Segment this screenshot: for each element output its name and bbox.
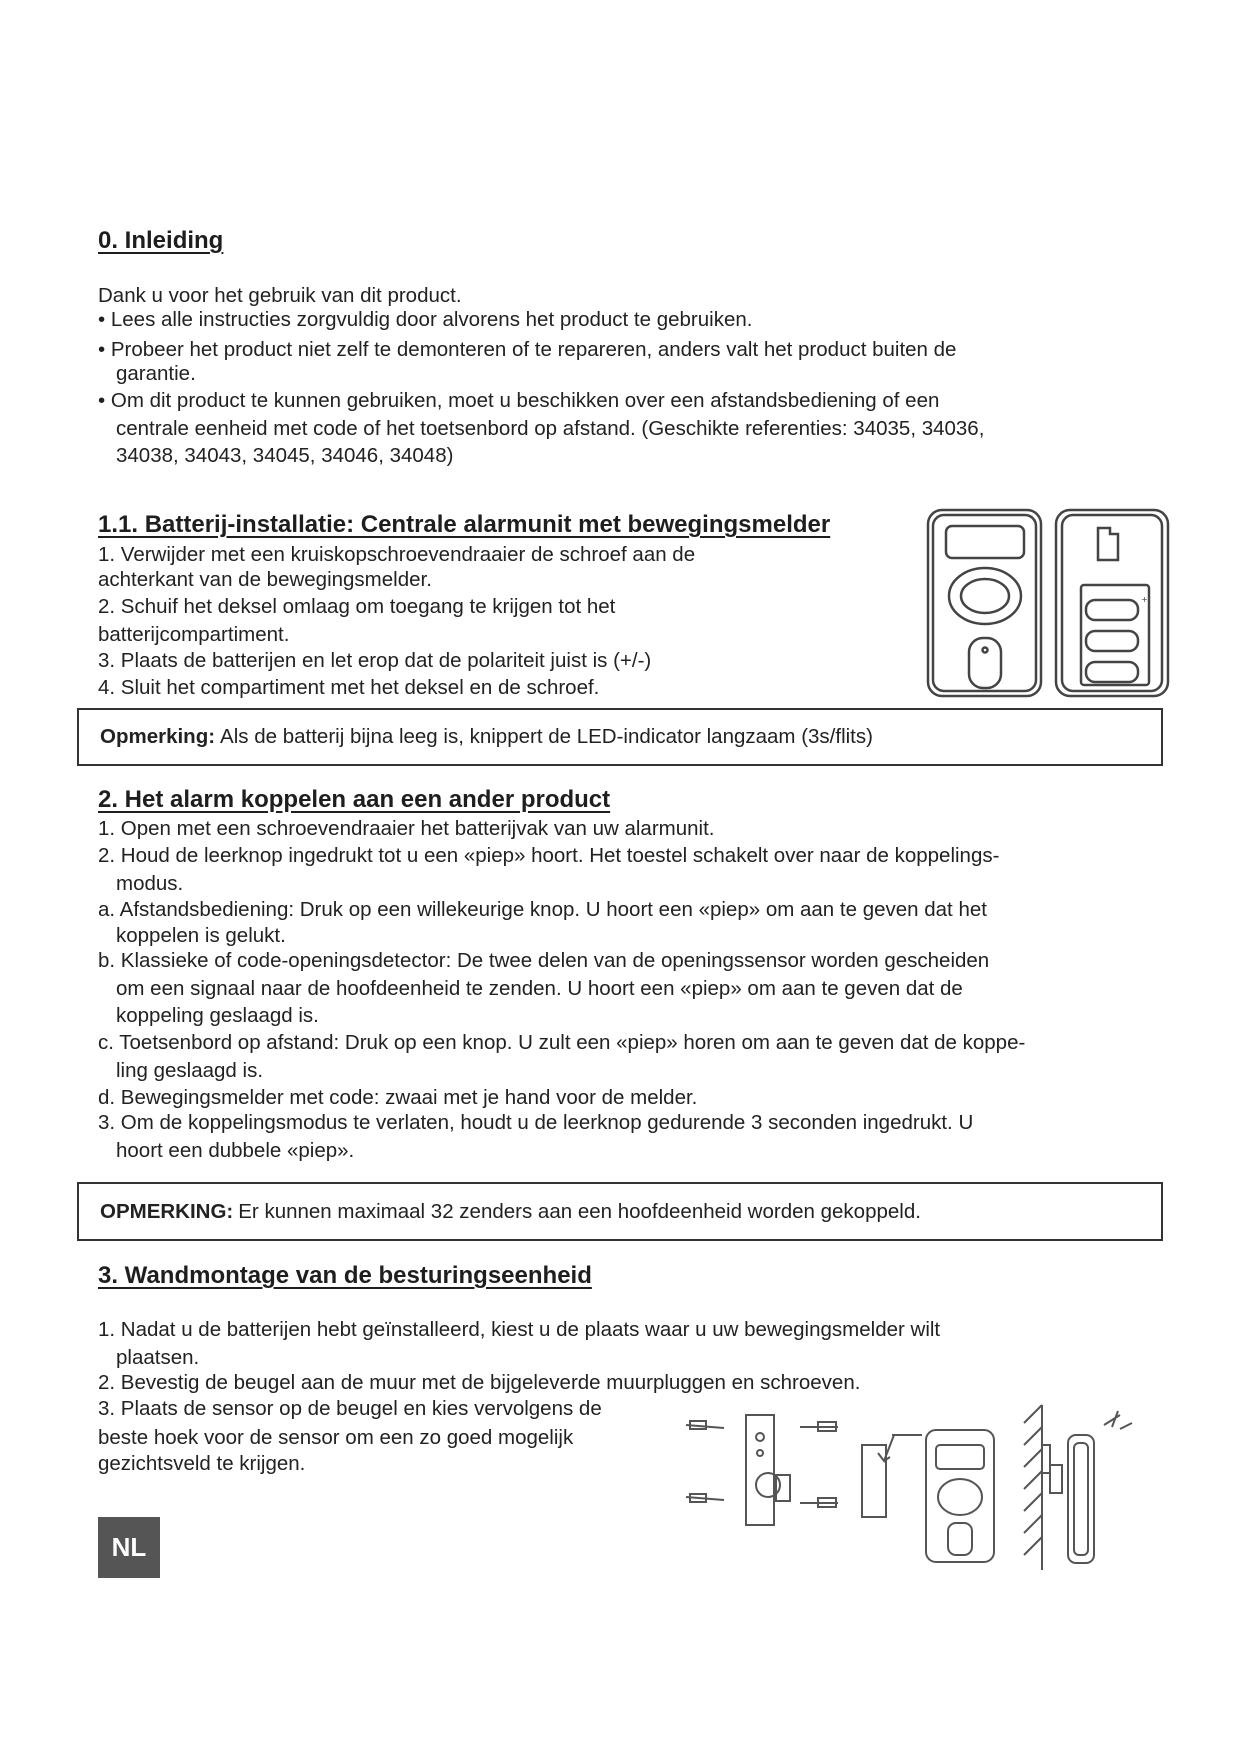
battery-heading: 1.1. Batterij-installatie: Centrale alarmunit met bewegingsmelder xyxy=(98,511,831,538)
mounting-step: gezichtsveld te krijgen. xyxy=(98,1452,306,1475)
pairing-note-label: OPMERKING: xyxy=(100,1199,234,1223)
intro-bullet-cont: garantie. xyxy=(116,362,196,385)
battery-step: batterijcompartiment. xyxy=(98,623,290,646)
intro-text xyxy=(98,283,984,470)
intro-bullet: • Om dit product te kunnen gebruiken, moet u beschikken over een afstandsbediening of een xyxy=(98,389,940,412)
intro-line: Dank u voor het gebruik van dit product. xyxy=(98,284,462,307)
mounting-step: 1. Nadat u de batterijen hebt geïnstalleerd, kiest u de plaats waar u uw bewegingsmelder wilt xyxy=(98,1318,941,1341)
pairing-note xyxy=(77,1182,1163,1241)
intro-bullet-cont: 34038, 34043, 34045, 34046, 34048) xyxy=(116,444,454,467)
mounting-step: beste hoek voor de sensor om een zo goed mogelijk xyxy=(98,1426,574,1449)
pairing-step: d. Bewegingsmelder met code: zwaai met je hand voor de melder. xyxy=(98,1086,698,1109)
mounting-step: 3. Plaats de sensor op de beugel en kies vervolgens de xyxy=(98,1397,602,1420)
battery-step: achterkant van de bewegingsmelder. xyxy=(98,568,432,591)
pairing-step: 1. Open met een schroevendraaier het batterijvak van uw alarmunit. xyxy=(98,817,715,840)
mounting-step-cont: plaatsen. xyxy=(116,1346,200,1369)
language-badge: NL xyxy=(98,1517,160,1578)
battery-step: 3. Plaats de batterijen en let erop dat de polariteit juist is (+/-) xyxy=(98,649,652,672)
svg-text:+: + xyxy=(1141,595,1148,604)
pairing-step-cont: koppelen is gelukt. xyxy=(116,924,286,947)
battery-note-text: Als de batterij bijna leeg is, knippert de LED-indicator langzaam (3s/flits) xyxy=(220,725,873,748)
intro-bullet: • Lees alle instructies zorgvuldig door alvorens het product te gebruiken. xyxy=(98,308,753,331)
pairing-note-text: Er kunnen maximaal 32 zenders aan een hoofdeenheid worden gekoppeld. xyxy=(238,1199,921,1223)
pairing-step: c. Toetsenbord op afstand: Druk op een knop. U zult een «piep» horen om aan te geven dat de koppe- xyxy=(98,1031,1026,1054)
pairing-step-cont: hoort een dubbele «piep». xyxy=(116,1139,355,1162)
pairing-step: 3. Om de koppelingsmodus te verlaten, houdt u de leerknop gedurende 3 seconden ingedrukt. U xyxy=(98,1111,974,1134)
battery-step: 1. Verwijder met een kruiskopschroevendraaier de schroef aan de xyxy=(98,543,696,566)
mounting-step: 2. Bevestig de beugel aan de muur met de bijgeleverde muurpluggen en schroeven. xyxy=(98,1371,861,1394)
pairing-step: 2. Houd de leerknop ingedrukt tot u een «piep» hoort. Het toestel schakelt over naar de koppelings- xyxy=(98,844,1000,867)
battery-note xyxy=(77,708,1163,766)
battery-step: 2. Schuif het deksel omlaag om toegang te krijgen tot het xyxy=(98,595,616,618)
wall-mounting-illustration xyxy=(684,1405,1154,1575)
pairing-step: b. Klassieke of code-openingsdetector: De twee delen van de openingssensor worden gescheiden xyxy=(98,949,990,972)
intro-bullet: • Probeer het product niet zelf te demonteren of te repareren, anders valt het product buiten de xyxy=(98,338,957,361)
pairing-step: a. Afstandsbediening: Druk op een willekeurige knop. U hoort een «piep» om aan te geven dat het xyxy=(98,898,987,921)
motion-detector-illustration xyxy=(928,510,1168,700)
pairing-step-cont: modus. xyxy=(116,872,184,895)
battery-steps xyxy=(98,542,695,701)
mounting-heading: 3. Wandmontage van de besturingseenheid xyxy=(98,1262,592,1289)
pairing-step-cont: om een signaal naar de hoofdeenheid te zenden. U hoort een «piep» om aan te geven dat de xyxy=(116,977,963,1000)
battery-note-label: Opmerking: xyxy=(100,725,216,748)
intro-heading: 0. Inleiding xyxy=(98,227,224,254)
battery-step: 4. Sluit het compartiment met het deksel en de schroef. xyxy=(98,676,600,699)
pairing-step-cont: koppeling geslaagd is. xyxy=(116,1004,319,1027)
pairing-steps xyxy=(98,816,1025,1165)
pairing-heading: 2. Het alarm koppelen aan een ander product xyxy=(98,786,611,813)
intro-bullet-cont: centrale eenheid met code of het toetsenbord op afstand. (Geschikte referenties: 34035, 34036, xyxy=(116,417,985,440)
pairing-step-cont: ling geslaagd is. xyxy=(116,1059,264,1082)
